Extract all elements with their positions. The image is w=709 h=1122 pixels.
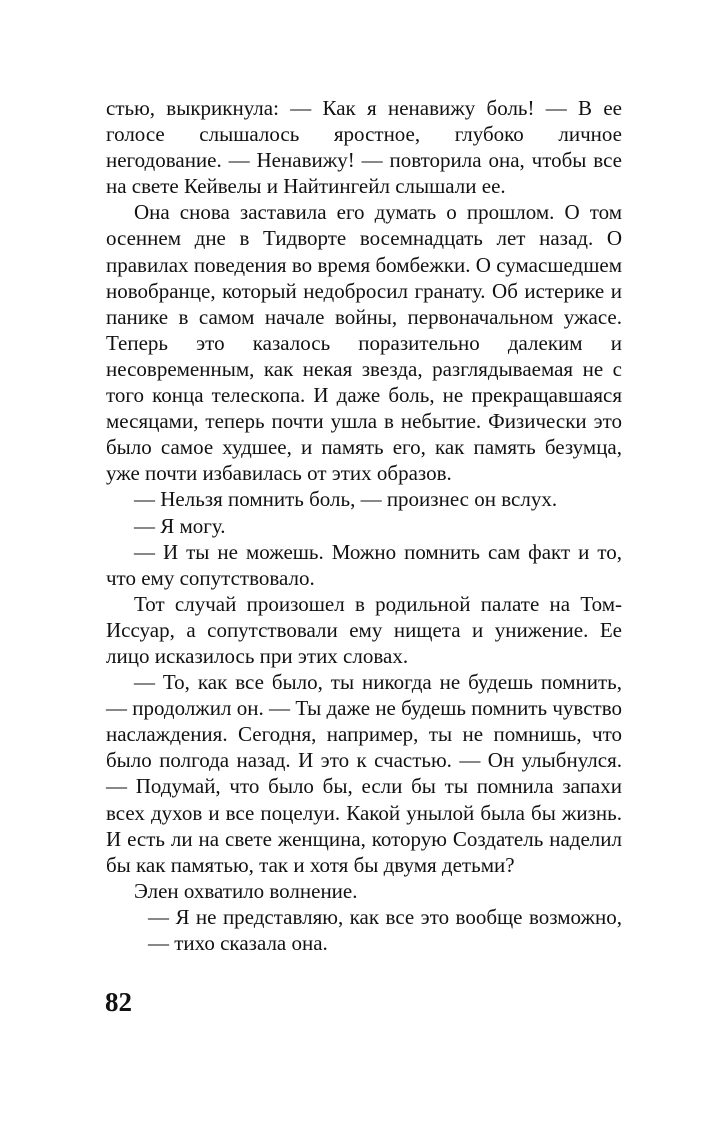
paragraph-4: — Я могу. (134, 513, 226, 538)
paragraph-2: Она снова заставила его думать о прошлом. О том осеннем дне в Тидворте восемнадцать лет назад. О правилах поведения во время бомбежки. О сумасшедшем новобранце, который недобросил гранату. Об истерике и панике в самом начале войны, первоначальном ужасе. Теперь это казалось поразительно далеким и несовременным, как некая звезда, разглядываемая не с того конца телескопа. И даже боль, не прекращавшаяся месяцами, теперь почти ушла в небытие. Физически это было самое худшее, и память его, как память безумца, уже почти избавилась от этих образов. (106, 200, 622, 486)
page-number: 82 (105, 987, 132, 1017)
paragraph-5: — И ты не можешь. Можно помнить сам факт и то, что ему сопутствовало. (106, 539, 622, 590)
paragraph-8: Элен охватило волнение. (134, 878, 358, 903)
paragraph-1: стью, выкрикнула: — Как я ненавижу боль! — В ее голосе слышалось яростное, глубоко личное негодование. — Ненавижу! — повторила она, чтобы все на свете Кейвелы и Найтингейл слышали ее. (106, 96, 622, 199)
paragraph-3: — Нельзя помнить боль, — произнес он вслух. (134, 487, 558, 512)
paragraph-9: — Я не представляю, как все это вообще возможно, — тихо сказала она. (148, 904, 622, 955)
paragraph-6: Тот случай произошел в родильной палате на Том-Иссуар, а сопутствовали ему нищета и унижение. Ее лицо исказилось при этих словах. (106, 591, 622, 668)
page-body-text (106, 95, 622, 956)
paragraph-7: — То, как все было, ты никогда не будешь помнить, — продолжил он. — Ты даже не будешь помнить чувство наслаждения. Сегодня, например, ты не помнишь, что было полгода назад. И это к счастью. — Он улыбнулся. — Подумай, что было бы, если бы ты помнила запахи всех духов и все поцелуи. Какой унылой была бы жизнь. И есть ли на свете женщина, которую Создатель наделил бы как памятью, так и хотя бы двумя детьми? (106, 670, 622, 877)
